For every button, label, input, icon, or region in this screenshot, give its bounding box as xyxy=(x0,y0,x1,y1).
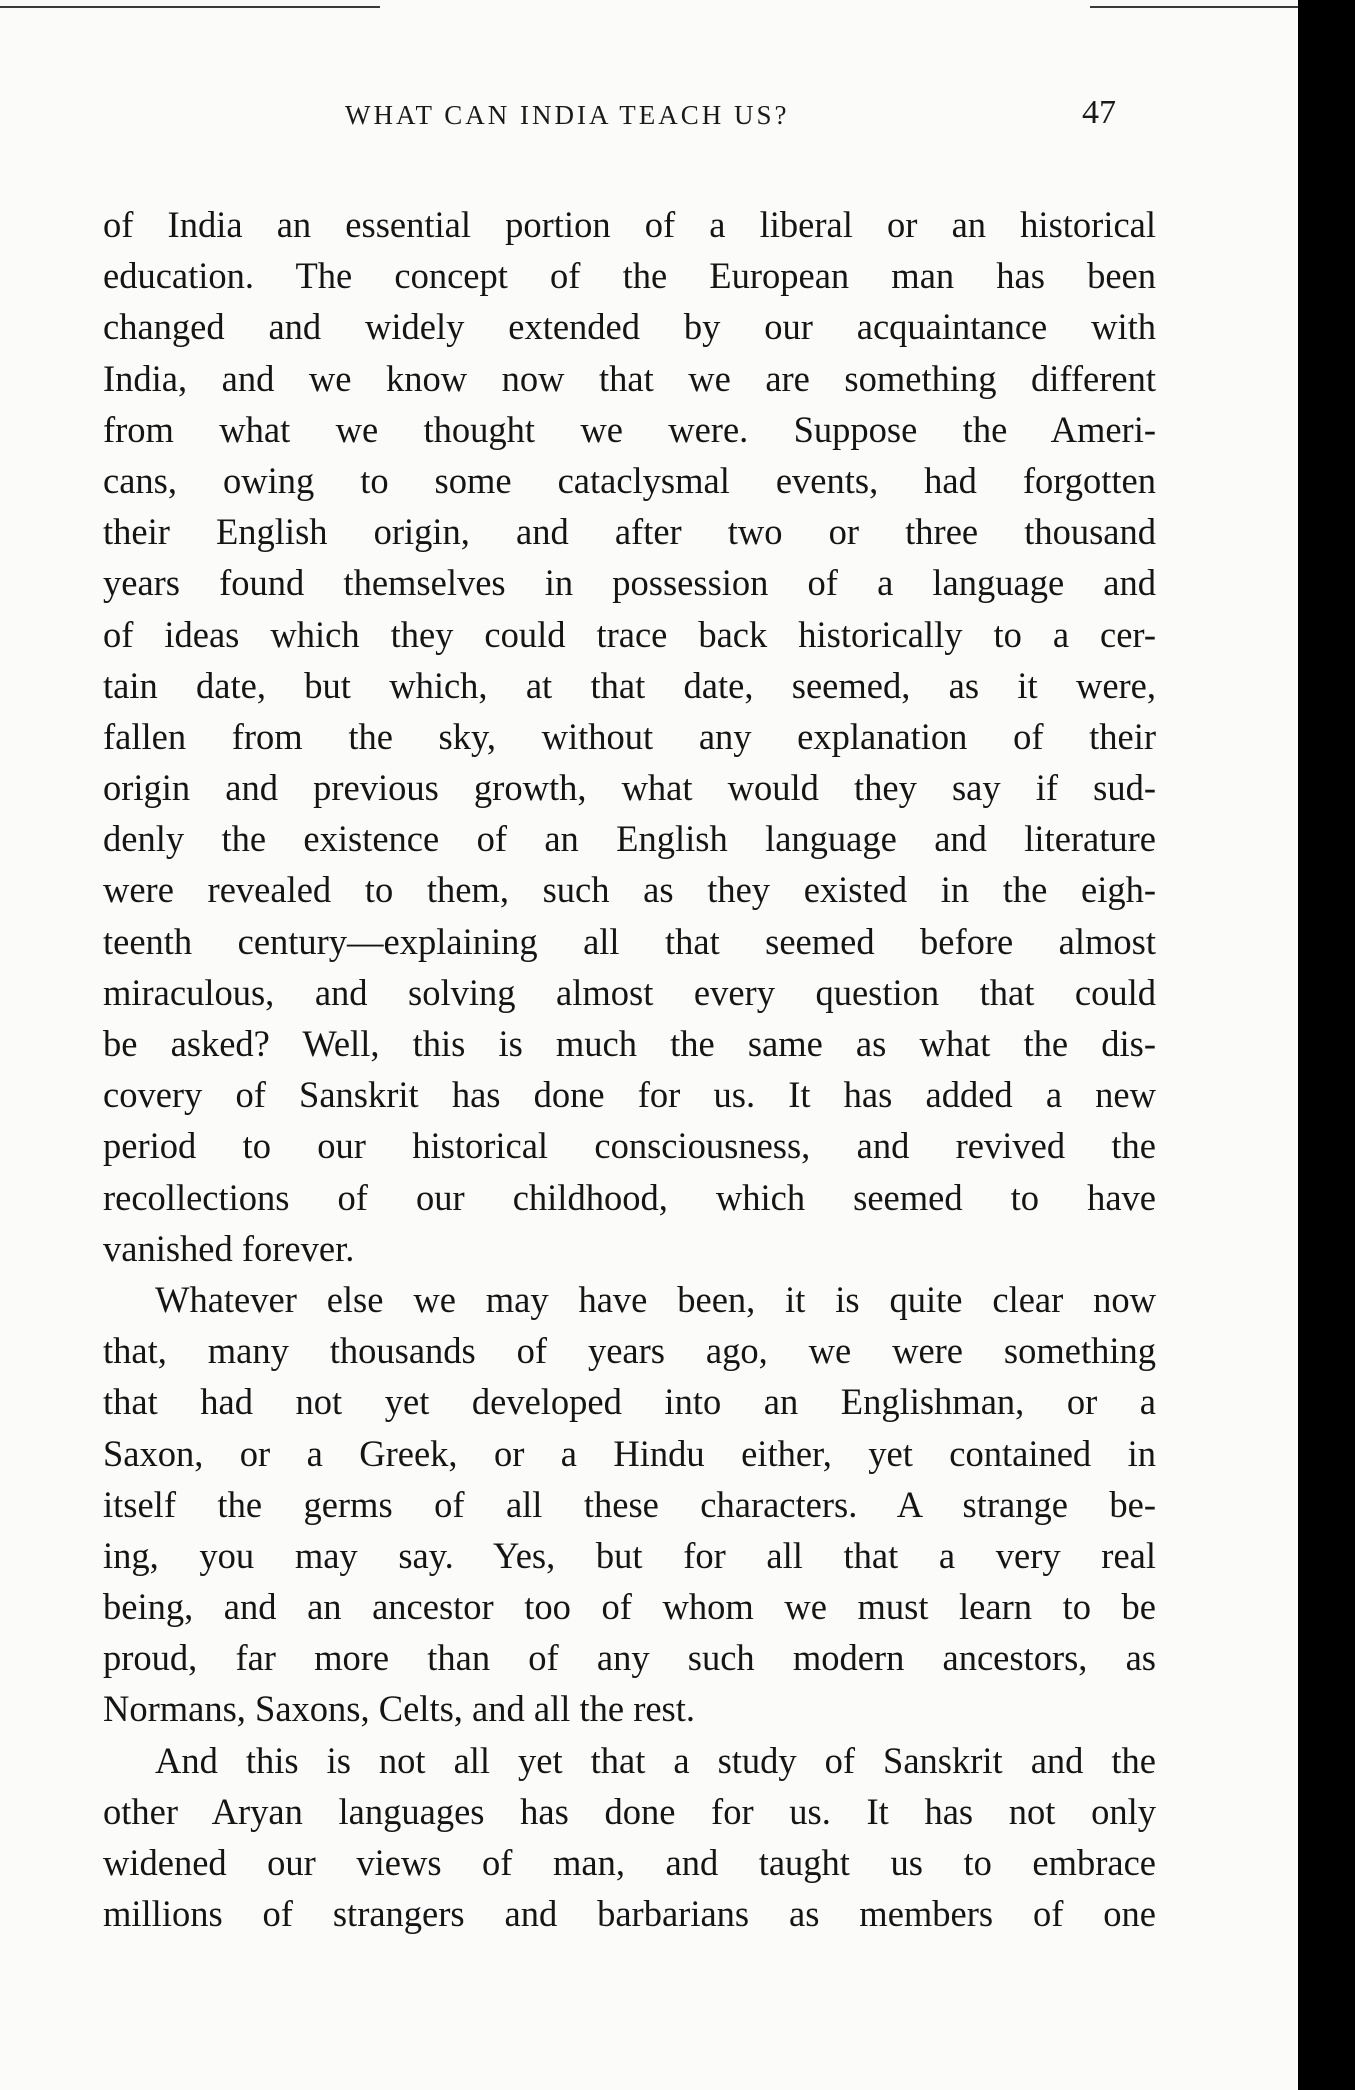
page-edge-shadow xyxy=(0,6,380,8)
text-line: were revealed to them, such as they existed in the eigh- xyxy=(103,869,1156,911)
text-line: India, and we know now that we are something different xyxy=(103,357,1156,399)
text-line: denly the existence of an English language and literature xyxy=(103,818,1156,860)
text-line: period to our historical consciousness, and revived the xyxy=(103,1125,1156,1167)
body-text xyxy=(103,199,1156,1939)
page-edge-shadow xyxy=(1090,6,1298,8)
text-line: of ideas which they could trace back historically to a cer- xyxy=(103,613,1156,655)
paragraph-3 xyxy=(103,1735,1156,1940)
text-line: that had not yet developed into an Englishman, or a xyxy=(103,1381,1156,1423)
text-line: from what we thought we were. Suppose the Ameri- xyxy=(103,408,1156,450)
text-line: Normans, Saxons, Celts, and all the rest. xyxy=(103,1688,696,1730)
text-line: that, many thousands of years ago, we were something xyxy=(103,1330,1156,1372)
text-line: tain date, but which, at that date, seemed, as it were, xyxy=(103,664,1156,706)
text-line: vanished forever. xyxy=(103,1227,355,1269)
running-title: WHAT CAN INDIA TEACH US? xyxy=(345,100,790,130)
text-line: cans, owing to some cataclysmal events, had forgotten xyxy=(103,459,1156,501)
paragraph-1 xyxy=(103,199,1156,1274)
text-line: their English origin, and after two or three thousand xyxy=(103,511,1156,553)
page-number: 47 xyxy=(1082,94,1116,131)
text-line: of India an essential portion of a liberal or an historical xyxy=(103,204,1156,245)
text-line: fallen from the sky, without any explanation of their xyxy=(103,715,1156,757)
text-line: origin and previous growth, what would they say if sud- xyxy=(103,767,1156,809)
text-line: other Aryan languages has done for us. It has not only xyxy=(103,1790,1156,1832)
text-line: being, and an ancestor too of whom we must learn to be xyxy=(103,1586,1156,1628)
text-line: And this is not all yet that a study of Sanskrit and the xyxy=(155,1739,1156,1781)
text-line: teenth century—explaining all that seemed before almost xyxy=(103,920,1156,962)
running-header xyxy=(0,94,1298,140)
text-line: itself the germs of all these characters. A strange be- xyxy=(103,1483,1156,1525)
text-line: millions of strangers and barbarians as members of one xyxy=(103,1893,1156,1935)
text-line: widened our views of man, and taught us to embrace xyxy=(103,1842,1156,1883)
text-line: Whatever else we may have been, it is quite clear now xyxy=(155,1278,1156,1320)
text-line: ing, you may say. Yes, but for all that a very real xyxy=(103,1534,1156,1576)
text-line: education. The concept of the European man has been xyxy=(103,255,1156,297)
text-line: miraculous, and solving almost every question that could xyxy=(103,971,1156,1013)
text-line: years found themselves in possession of a language and xyxy=(103,562,1156,604)
text-line: Saxon, or a Greek, or a Hindu either, yet contained in xyxy=(103,1432,1156,1474)
paragraph-2 xyxy=(103,1274,1156,1735)
text-line: changed and widely extended by our acquaintance with xyxy=(103,306,1156,348)
text-line: proud, far more than of any such modern ancestors, as xyxy=(103,1637,1156,1679)
text-line: be asked? Well, this is much the same as what the dis- xyxy=(103,1023,1156,1064)
text-line: recollections of our childhood, which seemed to have xyxy=(103,1176,1156,1218)
text-line: covery of Sanskrit has done for us. It has added a new xyxy=(103,1074,1156,1116)
